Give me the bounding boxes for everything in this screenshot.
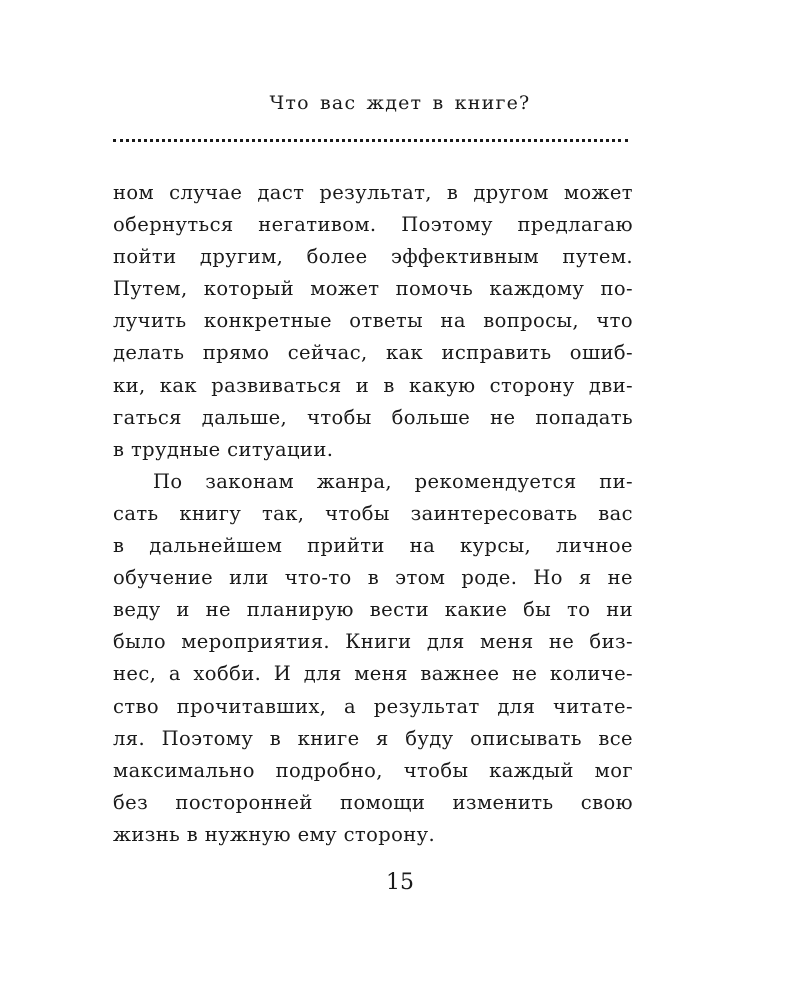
body-text (113, 177, 633, 851)
text-line: нес, а хобби. И для меня важнее не количе- (113, 662, 633, 686)
dotted-divider (113, 139, 628, 142)
text-line: обернуться негативом. Поэтому предлагаю (113, 213, 633, 237)
running-head: Что вас ждет в книге? (269, 92, 531, 114)
text-line: обучение или что-то в этом роде. Но я не (113, 566, 633, 590)
text-line: пойти другим, более эффективным путем. (113, 245, 633, 269)
paragraph (113, 466, 633, 851)
text-line: в трудные ситуации. (113, 437, 334, 461)
text-line: делать прямо сейчас, как исправить ошиб- (113, 341, 633, 365)
text-line: без посторонней помощи изменить свою (113, 790, 633, 814)
paragraph (113, 177, 633, 466)
text-line: ном случае даст результат, в другом может (113, 181, 633, 204)
text-line: ки, как развиваться и в какую сторону дви- (113, 373, 633, 397)
text-line: ля. Поэтому в книге я буду описывать все (113, 726, 633, 750)
text-line: максимально подробно, чтобы каждый мог (113, 758, 633, 782)
text-line: сать книгу так, чтобы заинтересовать вас (113, 501, 633, 525)
text-line: По законам жанра, рекомендуется пи- (153, 469, 633, 493)
text-line: лучить конкретные ответы на вопросы, что (113, 309, 633, 333)
page-number: 15 (386, 870, 414, 895)
text-line: ство прочитавших, а результат для читате- (113, 694, 633, 718)
text-line: в дальнейшем прийти на курсы, личное (113, 534, 633, 558)
text-line: гаться дальше, чтобы больше не попадать (113, 405, 633, 429)
text-line: Путем, который может помочь каждому по- (113, 277, 633, 301)
text-line: веду и не планирую вести какие бы то ни (113, 598, 633, 622)
text-line: было мероприятия. Книги для меня не биз- (113, 630, 633, 654)
text-line: жизнь в нужную ему сторону. (113, 822, 436, 846)
